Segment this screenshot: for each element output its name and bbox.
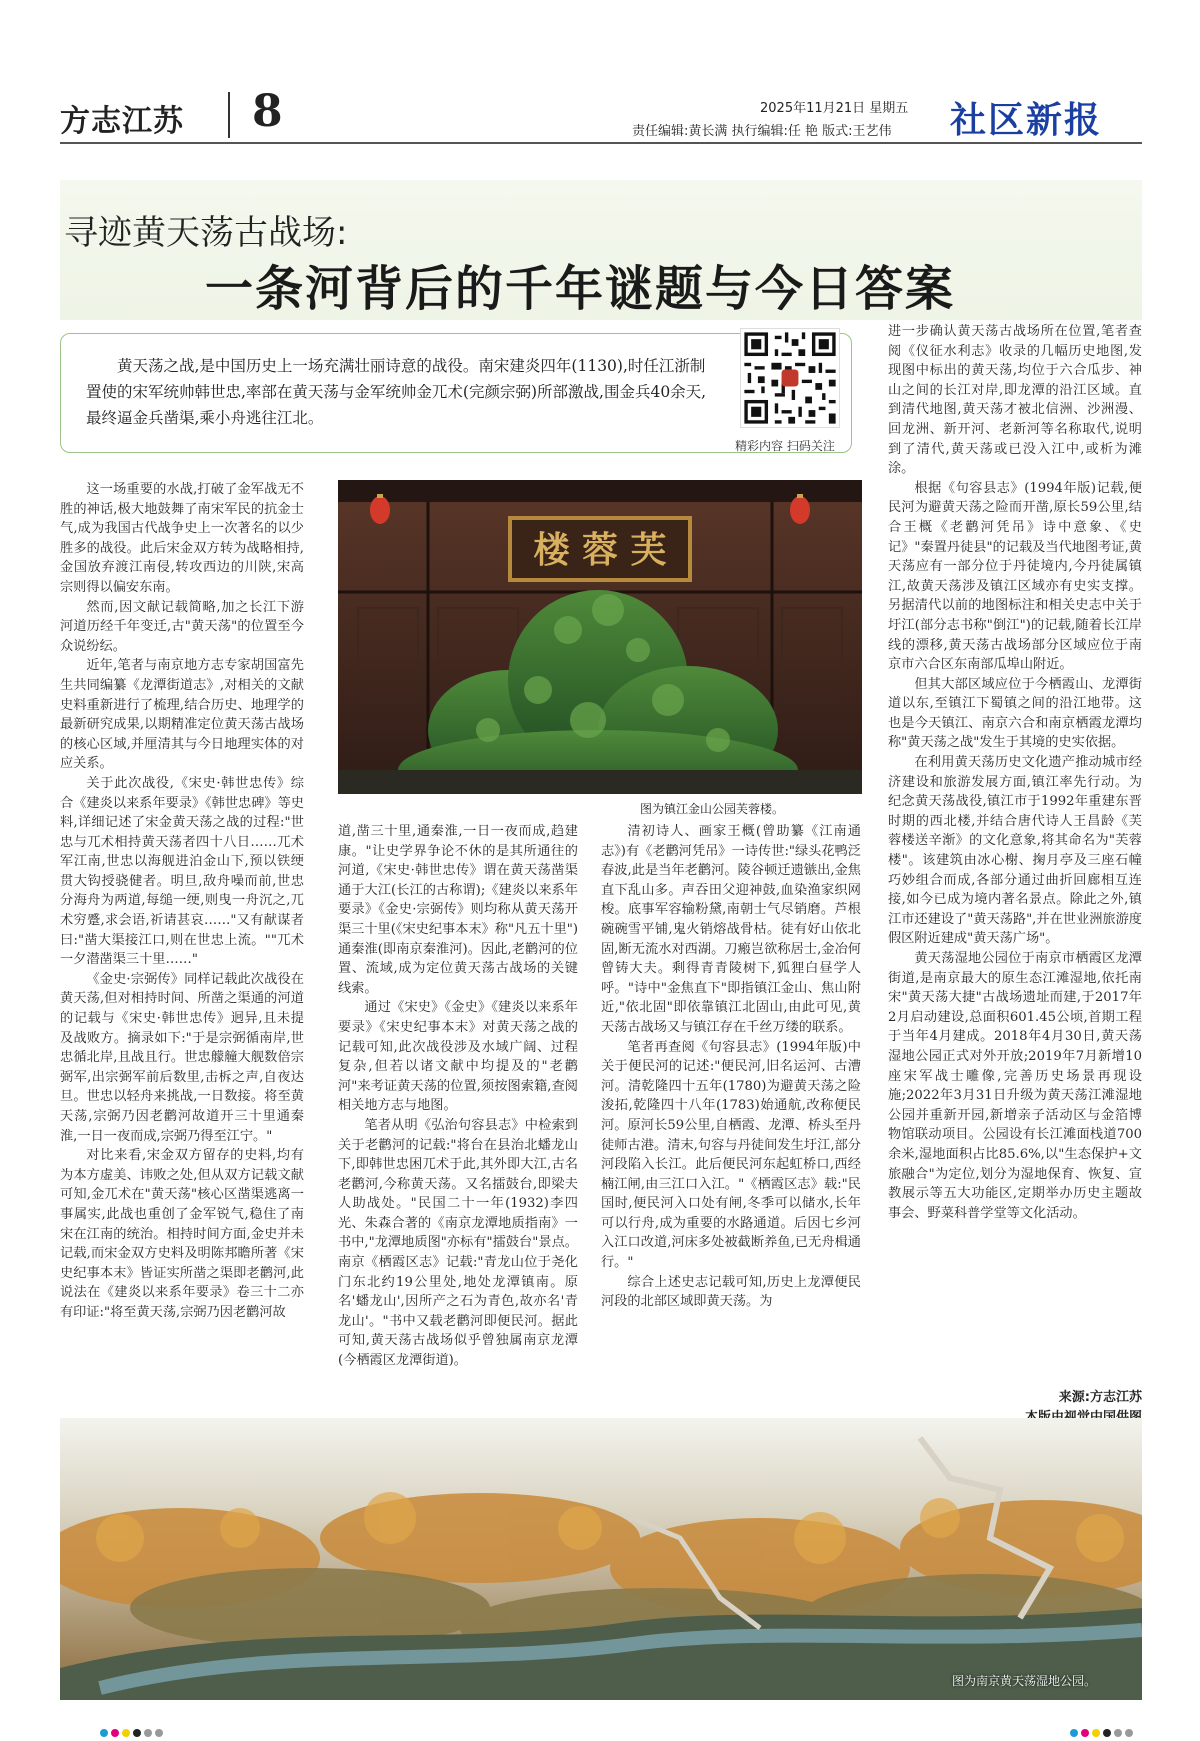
header-rule <box>60 142 1142 144</box>
qr-caption: 精彩内容 扫码关注 <box>735 439 835 453</box>
paragraph: 进一步确认黄天荡古战场所在位置,笔者查阅《仪征水利志》收录的几幅历史地图,发现图中标出的黄天荡,均位于六合瓜步、神山之间的长江对岸,即龙潭的沿江区域。直到清代地图,黄天荡才被北信洲、沙洲漫、回龙洲、新开河、老新河等名称取代,说明到了清代,黄天荡或已没入江中,或析为滩涂。 <box>888 324 1142 477</box>
article-headline: 一条河背后的千年谜题与今日答案 <box>205 261 956 317</box>
print-registration-marks <box>100 1722 166 1732</box>
furong-tower-photo <box>338 480 862 794</box>
paragraph: 然而,因文献记载简略,加之长江下游河道历经千年变迁,古"黄天荡"的位置至今众说纷纭。 <box>60 599 304 654</box>
paragraph: 综合上述史志记载可知,历史上龙潭便民河段的北部区域即黄天荡。为 <box>601 1274 861 1310</box>
qr-code-icon[interactable] <box>740 328 840 428</box>
paragraph: 道,凿三十里,通秦淮,一日一夜而成,趋建康。"让史学界争论不休的是其所通往的河道,《宋史·韩世忠传》谓在黄天荡凿渠通于大江(长江的古称谓);《建炎以来系年要录》《金史·宗弼传》则均称从黄天荡开渠三十里(《宋史纪事本末》称"凡五十里")通秦淮(即南京秦淮河)。因此,老鹳河的位置、流域,成为定位黄天荡古战场的关键线索。 <box>338 824 578 996</box>
body-column-2 <box>338 822 578 1407</box>
print-registration-marks <box>1070 1722 1136 1732</box>
page-number: 8 <box>252 86 283 137</box>
paragraph: 《金史·宗弼传》同样记载此次战役在黄天荡,但对相持时间、所凿之渠通的河道的记载与《宋史·韩世忠传》迥异,且未提及战败方。摘录如下:"于是宗弼循南岸,世忠循北岸,且战且行。世忠艨艟大舰数倍宗弼军,出宗弼军前后数里,击柝之声,自夜达旦。世忠以轻舟来挑战,一日数接。将至黄天荡,宗弼乃因老鹳河故道开三十里通秦淮,一日一夜而成,宗弼乃得至江宁。" <box>60 971 304 1144</box>
paragraph: 但其大部区域应位于今栖霞山、龙潭街道以东,至镇江下蜀镇之间的沿江地带。这也是今天镇江、南京六合和南京栖霞龙潭均称"黄天荡之战"发生于其境的史实依据。 <box>888 676 1142 751</box>
section-title: 方志江苏 <box>60 104 184 139</box>
paragraph: 通过《宋史》《金史》《建炎以来系年要录》《宋史纪事本末》对黄天荡之战的记载可知,此次战役涉及水域广阔、过程复杂,但若以诸文献中均提及的"老鹳河"来考证黄天荡的位置,须按图索籍,查阅相关地方志与地图。 <box>338 1000 578 1114</box>
body-column-3 <box>601 822 861 1407</box>
photo2-caption: 图为南京黄天荡湿地公园。 <box>952 1674 1097 1688</box>
paragraph: 关于此次战役,《宋史·韩世忠传》综合《建炎以来系年要录》《韩世忠碑》等史料,详细记述了宋金黄天荡之战的过程:"世忠与兀术相持黄天荡者四十八日……兀术军江南,世忠以海舰进泊金山下,预以铁绠贯大钩授骁健者。明旦,敌舟噪而前,世忠分海舟为两道,每缒一绠,则曳一舟沉之,兀术穷蹙,求会语,祈请甚哀……"又有献谋者曰:"凿大渠接江口,则在世忠上流。""兀术一夕潜凿渠三十里……" <box>60 775 304 968</box>
source-line: 来源:方志江苏 <box>1058 1390 1142 1405</box>
photo1-caption: 图为镇江金山公园芙蓉楼。 <box>640 802 785 816</box>
furong-tower-sign: 楼 蓉 芙 <box>533 529 667 571</box>
header-divider <box>228 92 230 138</box>
body-column-1 <box>60 480 304 1400</box>
paragraph: 这一场重要的水战,打破了金军战无不胜的神话,极大地鼓舞了南宋军民的抗金士气,成为我国古代战争史上一次著名的以少胜多的战役。此后宋金双方转为战略相持,金国放弃渡江南侵,转攻西边的川陕,宋高宗则得以偏安东南。 <box>60 482 304 595</box>
paragraph: 对比来看,宋金双方留存的史料,均有为本方虚美、讳败之处,但从双方记载文献可知,金兀术在"黄天荡"核心区凿渠逃离一事属实,此战也重创了金军锐气,稳住了南宋在江南的统治。相持时间方面,金史并未记载,而宋金双方史料及明陈邦瞻所著《宋史纪事本末》皆证实所凿之渠即老鹳河,此说法在《建炎以来系年要录》卷三十二亦有印证:"将至黄天荡,宗弼乃因老鹳河故 <box>60 1148 304 1320</box>
paragraph: 笔者再查阅《句容县志》(1994年版)中关于便民河的记述:"便民河,旧名运河、古漕河。清乾隆四十五年(1780)为避黄天荡之险浚拓,乾隆四十八年(1783)始通航,改称便民河。原河长59公里,自栖霞、龙潭、桥头至丹徒师古港。清末,句容与丹徒间发生圩江,部分河段陷入长江。此后便民河东起虹桥口,西经楠江闸,由三江口入江。"《栖霞区志》载:"民国时,便民河入口处有闸,冬季可以储水,长年可以行舟,成为重要的水路通道。后因七乡河入江口改道,河床多处被截断养鱼,已无舟楫通行。" <box>601 1039 861 1271</box>
paragraph: 近年,笔者与南京地方志专家胡国富先生共同编纂《龙潭街道志》,对相关的文献史料重新进行了梳理,结合历史、地理学的最新研究成果,以期精准定位黄天荡古战场的核心区域,并厘清其与今日地理实体的对应关系。 <box>60 658 304 772</box>
newspaper-masthead: 社区新报 <box>950 99 1103 141</box>
body-column-4 <box>888 322 1142 1447</box>
paragraph: 清初诗人、画家王概(曾助纂《江南通志》)有《老鹳河凭吊》一诗传世:"绿头花鸭泛春波,此是当年老鹳河。陵谷顿迁遗镞出,金焦直下乱山多。声吞田父迎神鼓,血染渔家织网梭。底事军容输粉黛,南朝士气尽销磨。芦根碗碗雪平铺,鬼火销熔战骨枯。徒有好山依北固,断无流水对西湖。刀瘢岂欲称居士,金冶何曾铸大夫。剩得青青陵树下,狐狸白昼学人呼。"诗中"金焦直下"即指镇江金山、焦山附近,"依北固"即依靠镇江北固山,由此可见,黄天荡古战场又与镇江存在千丝万缕的联系。 <box>601 824 861 1035</box>
paragraph: 在利用黄天荡历史文化遗产推动城市经济建设和旅游发展方面,镇江率先行动。为纪念黄天荡战役,镇江市于1992年重建东晋时期的西北楼,并结合唐代诗人王昌龄《芙蓉楼送辛渐》的文化意象,将其命名为"芙蓉楼"。该建筑由冰心榭、掬月亭及三座石幢巧妙组合而成,各部分通过曲折回廊相互连接,如今已成为境内著名景点。除此之外,镇江市还建设了"黄天荡路",并在世业洲旅游度假区附近建成"黄天荡广场"。 <box>888 755 1142 947</box>
paragraph: 笔者从明《弘治句容县志》中检索到关于老鹳河的记载:"将台在县治北蟠龙山下,即韩世忠困兀术于此,其外即大江,古名老鹳河,今称黄天荡。又名擂鼓台,即梁夫人助战处。"民国二十一年(1932)李四光、朱森合著的《南京龙潭地质指南》一书中,"龙潭地质图"亦标有"擂鼓台"景点。南京《栖霞区志》记载:"青龙山位于尧化门东北约19公里处,地处龙潭镇南。原名'蟠龙山',因所产之石为青色,故亦名'青龙山'。"书中又载老鹳河即便民河。据此可知,黄天荡古战场似乎曾独属南京龙潭(今栖霞区龙潭街道)。 <box>338 1117 578 1369</box>
editor-credits: 责任编辑:黄长满 执行编辑:任 艳 版式:王艺伟 <box>632 124 892 139</box>
wetland-park-photo <box>60 1418 1142 1700</box>
article-kicker: 寻迹黄天荡古战场: <box>64 213 348 253</box>
paragraph: 黄天荡湿地公园位于南京市栖霞区龙潭街道,是南京最大的原生态江滩湿地,依托南宋"黄天荡大捷"古战场遗址而建,于2017年2月启动建设,总面积601.45公顷,首期工程于当年4月建成。2018年4月30日,黄天荡湿地公园正式对外开放;2019年7月新增10座宋军战士雕像,完善历史场景再现设施;2022年3月31日升级为黄天荡江滩湿地公园并重新开园,新增亲子活动区与金箔博物馆联动项目。公园设有长江滩面栈道700余米,湿地面积占比85.6%,以"生态保护+文旅融合"为定位,划分为湿地保育、恢复、宣教展示等五大功能区,定期举办历史主题故事会、野菜科普学堂等文化活动。 <box>888 951 1142 1221</box>
lead-paragraph: 黄天荡之战,是中国历史上一场充满壮丽诗意的战役。南宋建炎四年(1130),时任江浙制置使的宋军统帅韩世忠,率部在黄天荡与金军统帅金兀术(完颜宗弼)所部激战,围金兵40余天,最终逼金兵凿渠,乘小舟逃往江北。 <box>86 357 707 427</box>
issue-date: 2025年11月21日 星期五 <box>760 101 909 116</box>
paragraph: 根据《句容县志》(1994年版)记载,便民河为避黄天荡之险而开凿,原长59公里,结合王概《老鹳河凭吊》诗中意象、《史记》"秦置丹徒县"的记载及当代地图考证,黄天荡应有一部分位于丹徒境内,今丹徒属镇江,故黄天荡涉及镇江区域亦有史实支撑。另据清代以前的地图标注和相关史志中关于圩江(部分志书称"倒江")的记载,随着长江岸线的漂移,黄天荡古战场部分区域应位于南京市六合区东南部瓜埠山附近。 <box>888 480 1142 673</box>
